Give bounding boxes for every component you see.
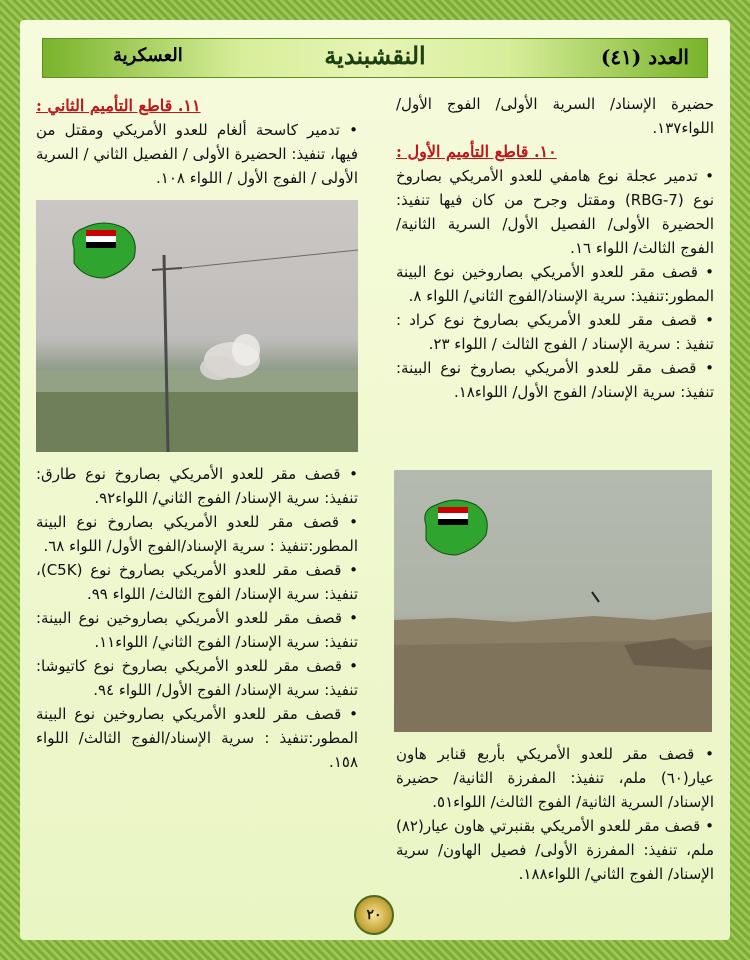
left-column-top — [36, 94, 358, 190]
section-title: العسكرية — [113, 45, 183, 66]
photo-explosion — [36, 200, 358, 452]
sector-heading-second: ١١. قاطع التأميم الثاني : — [36, 96, 201, 115]
group-logo — [425, 500, 488, 555]
photo-launch-scene — [394, 470, 712, 732]
magazine-title: النقشبندية — [324, 41, 426, 70]
page-number-badge — [354, 895, 394, 935]
right-column-top — [396, 92, 714, 404]
page-header — [42, 38, 708, 78]
list-item: • قصف مقر للعدو الأمريكي بأربع قنابر هاون عيار(٦٠) ملم، تنفيذ: المفرزة الثانية/ حضيرة الإسناد/ السرية الثانية/ الفوج الثالث/ اللواء٥١. — [396, 745, 714, 811]
list-item: • قصف مقر للعدو الأمريكي بقنبرتي هاون عيار(٨٢) ملم، تنفيذ: المفرزة الأولى/ فصيل الهاون/ سرية الإسناد/ الفوج الثاني/ اللواء١٨٨. — [396, 817, 714, 883]
list-item: • قصف مقر للعدو الأمريكي بصاروخ نوع كراد : تنفيذ : سرية الإسناد / الفوج الثالث / اللواء ٢٣. — [396, 311, 714, 353]
group-logo — [73, 223, 136, 278]
photo-explosion-scene — [36, 200, 358, 452]
list-item: • قصف مقر للعدو الأمريكي بصاروخ نوع (C5K)، تنفيذ: سرية الإسناد/ الفوج الثالث/ اللواء ٩٩. — [36, 561, 358, 603]
issue-number: العدد (٤١) — [600, 45, 689, 69]
smoke-cloud — [200, 334, 260, 380]
sector-heading-first: ١٠. قاطع التأميم الأول : — [396, 142, 557, 161]
right-column-bottom — [396, 742, 714, 886]
photo-launch — [394, 470, 712, 732]
list-item: • قصف مقر للعدو الأمريكي بصاروخين نوع البينة المطور:تنفيذ : سرية الإسناد/الفوج الثالث/ اللواء ١٥٨. — [36, 705, 358, 771]
list-item: • قصف مقر للعدو الأمريكي بصاروخ نوع البينة المطور:تنفيذ : سرية الإسناد/الفوج الأول/ اللواء ٦٨. — [36, 513, 358, 555]
sector-heading-row — [36, 94, 358, 118]
page-number: ٢٠ — [366, 907, 382, 923]
left-column-bottom — [36, 462, 358, 774]
list-item: • قصف مقر للعدو الأمريكي بصاروخ نوع البينة: تنفيذ: سرية الإسناد/ الفوج الأول/ اللواء١٨. — [396, 359, 714, 401]
list-item: • تدمير عجلة نوع هامفي للعدو الأمريكي بصاروخ نوع (RBG-7) ومقتل وجرح من كان فيها تنفيذ: الحضيرة الأولى/ الفصيل الأول/ السرية الثانية/ الفوج الثالث/ اللواء ١٦. — [396, 167, 714, 257]
list-item: • قصف مقر للعدو الأمريكي بصاروخين نوع البينة المطور:تنفيذ: سرية الإسناد/الفوج الثاني/ اللواء ٨. — [396, 263, 714, 305]
sector-heading-row — [396, 140, 714, 164]
list-item: • قصف مقر للعدو الأمريكي بصاروخ نوع طارق: تنفيذ: سرية الإسناد/ الفوج الثاني/ اللواء٩٢. — [36, 465, 358, 507]
intro-text: حضيرة الإسناد/ السرية الأولى/ الفوج الأول/ اللواء١٣٧. — [396, 95, 714, 137]
list-item: • قصف مقر للعدو الأمريكي بصاروخ نوع كاتيوشا: تنفيذ: سرية الإسناد/ الفوج الأول/ اللواء ٩٤. — [36, 657, 358, 699]
list-item: • قصف مقر للعدو الأمريكي بصاروخين نوع البينة: تنفيذ: سرية الإسناد/ الفوج الثاني/ اللواء١١. — [36, 609, 358, 651]
list-item: • تدمير كاسحة ألغام للعدو الأمريكي ومقتل من فيها، تنفيذ: الحضيرة الأولى / الفصيل الثاني / السرية الأولى / الفوج الأول / اللواء ١٠٨. — [36, 121, 358, 187]
